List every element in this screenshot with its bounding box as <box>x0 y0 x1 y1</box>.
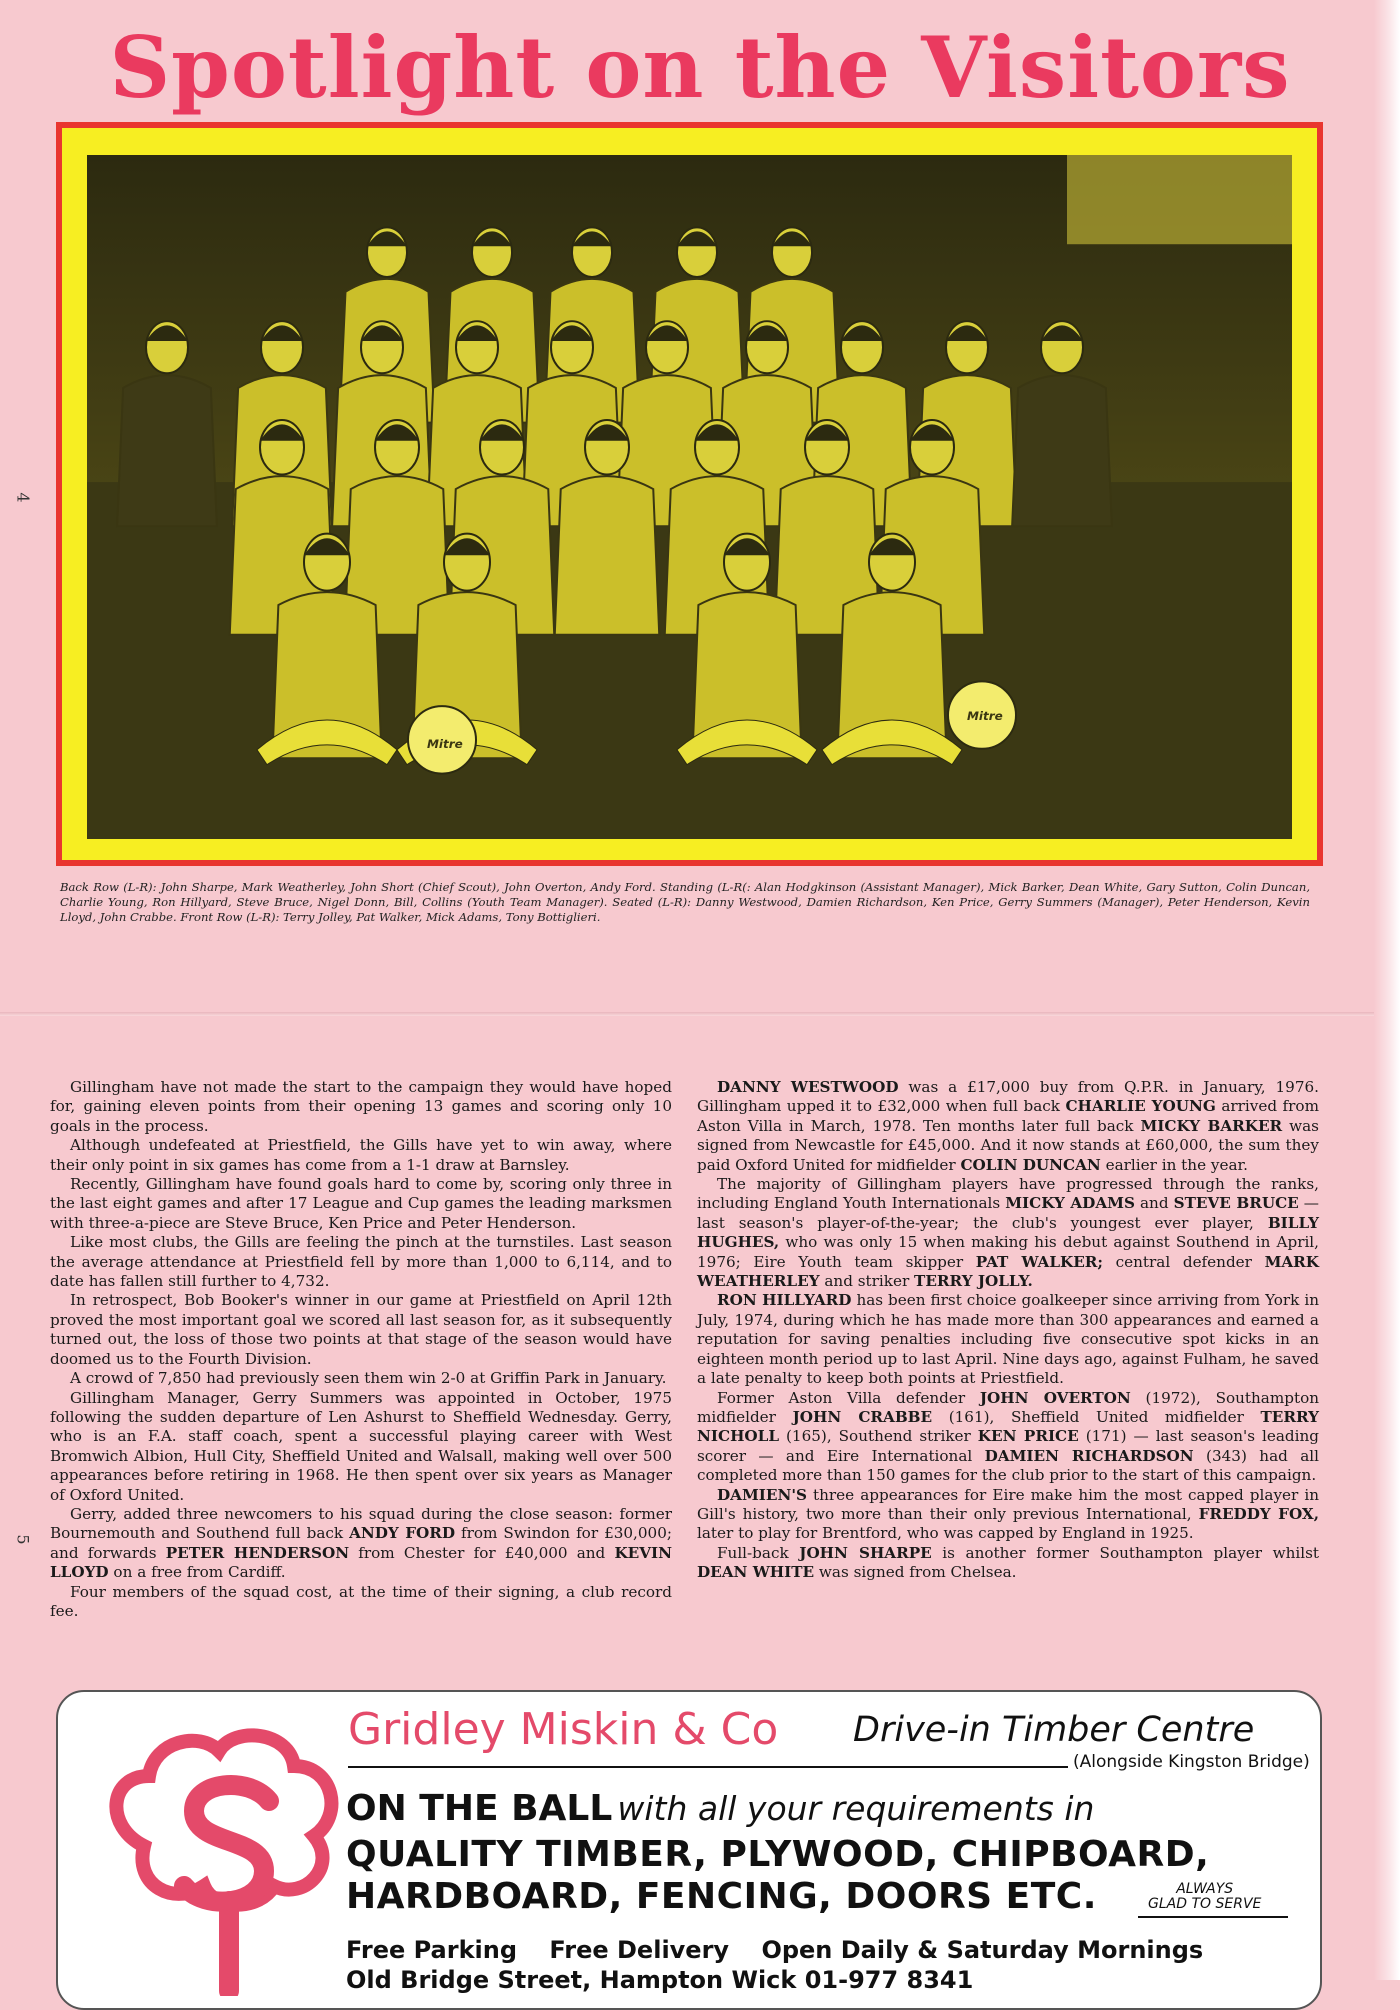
article-paragraph: Former Aston Villa defender JOHN OVERTON (1972), Southampton midfielder JOHN CRABBE (161), Sheffield United midfielder TERRY NICHOLL (165), Southend striker KEN PRICE (171) — last season's leading scorer — and Eire International DAMIEN RICHARDSON (343) had all completed more than 150 games for the club prior to the start of this campaign. <box>697 1388 1320 1485</box>
player-figure <box>117 375 217 526</box>
article-left-column <box>50 1078 672 1621</box>
football-text: Mitre <box>966 709 1003 724</box>
article-paragraph: Gerry, added three newcomers to his squad during the close season: former Bournemouth and Southend full back ANDY FORD from Swindon for £30,000; and forwards PETER HENDERSON from Chester for £40,000 and KEVIN LLOYD on a free from Cardiff. <box>50 1504 672 1582</box>
page-fold <box>0 1012 1400 1016</box>
tree-logo-icon <box>84 1706 374 1996</box>
advertisement <box>56 1690 1322 2010</box>
player-figure <box>555 476 660 635</box>
player-figure <box>1012 375 1112 526</box>
article-paragraph: Recently, Gillingham have found goals hard to come by, scoring only three in the last eight games and after 17 League and Cup games the leading marksmen with three-a-piece are Steve Bruce, Ken Price and Peter Henderson. <box>50 1175 672 1232</box>
football-text: Mitre <box>427 736 463 751</box>
page-headline: Spotlight on the Visitors <box>109 18 1291 117</box>
page-spine-shadow <box>1374 0 1400 1980</box>
advert-services <box>346 1936 1227 1964</box>
article-paragraph: The majority of Gillingham players have progressed through the ranks, including England Youth Internationals MICKY ADAMS and STEVE BRUCE — last season's player-of-the-year; the club's youngest ever player, BILLY HUGHES, who was only 15 when making his debut against Southend in April, 1976; Eire Youth team skipper PAT WALKER; central defender MARK WEATHERLEY and striker TERRY JOLLY. <box>697 1175 1319 1291</box>
advert-slogan-rule <box>1138 1916 1288 1918</box>
article-paragraph: In retrospect, Bob Booker's winner in our game at Priestfield on April 12th proved the most important goal we scored all last season for, as it subsequently turned out, the loss of those two points at that stage of the season would have doomed us to the Fourth Division. <box>50 1291 672 1368</box>
article-paragraph: DANNY WESTWOOD was a £17,000 buy from Q.P.R. in January, 1976. Gillingham upped it to £32,000 when full back CHARLIE YOUNG arrived from Aston Villa in March, 1978. Ten months later full back MICKY BARKER was signed from Newcastle for £45,000. And it now stands at £60,000, the sum they paid Oxford United for midfielder COLIN DUNCAN earlier in the year. <box>697 1078 1319 1174</box>
advert-slogan: ALWAYS GLAD TO SERVE <box>1148 1881 1262 1912</box>
photo-caption: Back Row (L-R): John Sharpe, Mark Weatherley, John Short (Chief Scout), John Overton, Andy Ford. Standing (L-R(: Alan Hodgkinson (Assistant Manager), Mick Barker, Dean White, Gary Sutton, Colin Duncan, Charlie Young, Ron Hillyard, Steve Bruce, Nigel Donn, Bill, Collins (Youth Team Manager). Seated (L-R): Danny Westwood, Damien Richardson, Ken Price, Gerry Summers (Manager), Peter Henderson, Kevin Lloyd, John Crabbe. Front Row (L-R): Terry Jolley, Pat Walker, Mick Adams, Tony Bottiglieri. <box>60 880 1310 924</box>
advert-service: Open Daily & Saturday Mornings <box>761 1936 1204 1964</box>
article-paragraph: A crowd of 7,850 had previously seen them win 2-0 at Griffin Park in January. <box>70 1369 667 1388</box>
article-paragraph: Gillingham Manager, Gerry Summers was appointed in October, 1975 following the sudden departure of Len Ashurst to Sheffield Wednesday. Gerry, who is an F.A. staff coach, spent a successful playing career with West Bromwich Albion, Hull City, Sheffield United and Walsall, making well over 500 appearances before retiring in 1968. He then spent over six years as Manager of Oxford United. <box>50 1388 672 1504</box>
article-paragraph: Full-back JOHN SHARPE is another former Southampton player whilst DEAN WHITE was signed from Chelsea. <box>697 1543 1320 1582</box>
advert-service: Free Delivery <box>549 1936 730 1964</box>
advert-location: (Alongside Kingston Bridge) <box>1073 1752 1310 1772</box>
advert-products-line-2: HARDBOARD, FENCING, DOORS ETC. <box>346 1876 1097 1917</box>
article-paragraph: Like most clubs, the Gills are feeling the pinch at the turnstiles. Last season the average attendance at Priestfield fell by more than 1,000 to 6,114, and to date has fallen still further to 4,732. <box>50 1233 672 1291</box>
page-number-bottom: 5 <box>13 1534 33 1545</box>
article-right-column <box>697 1078 1319 1583</box>
article-paragraph: Gillingham have not made the start to the campaign they would have hoped for, gaining eleven points from their opening 13 games and scoring only 10 goals in the process. <box>50 1078 672 1135</box>
advert-headline <box>346 1788 1094 1829</box>
advert-address: Old Bridge Street, Hampton Wick 01-977 8341 <box>346 1966 974 1994</box>
article-paragraph: DAMIEN'S three appearances for Eire make him the most capped player in Gill's history, two more than their only previous International, FREDDY FOX, later to play for Brentford, who was capped by England in 1925. <box>697 1485 1319 1543</box>
article-paragraph: Although undefeated at Priestfield, the Gills have yet to win away, where their only point in six games has come from a 1-1 draw at Barnsley. <box>50 1136 672 1174</box>
advert-products-line-1: QUALITY TIMBER, PLYWOOD, CHIPBOARD, <box>346 1834 1210 1875</box>
advert-company-name: Gridley Miskin & Co <box>348 1704 779 1755</box>
article-paragraph: RON HILLYARD has been first choice goalkeeper since arriving from York in July, 1974, during which he has made more than 300 appearances and earned a reputation for saving penalties including five consecutive spot kicks in an eighteen month period up to last April. Nine days ago, against Fulham, he saved a late penalty to keep both points at Priestfield. <box>697 1291 1320 1388</box>
article-paragraph: Four members of the squad cost, at the time of their signing, a club record fee. <box>50 1582 672 1620</box>
advert-rule <box>348 1766 1068 1768</box>
advert-service: Free Parking <box>346 1936 518 1964</box>
advert-headline-strong: ON THE BALL <box>346 1788 613 1829</box>
team-photo-frame <box>56 122 1323 866</box>
team-photo-illustration <box>87 155 1292 839</box>
advert-headline-italic: with all your requirements in <box>617 1789 1095 1828</box>
page-number-top: 4 <box>13 492 33 503</box>
team-photo <box>87 155 1292 839</box>
advert-tagline: Drive-in Timber Centre <box>853 1710 1255 1750</box>
